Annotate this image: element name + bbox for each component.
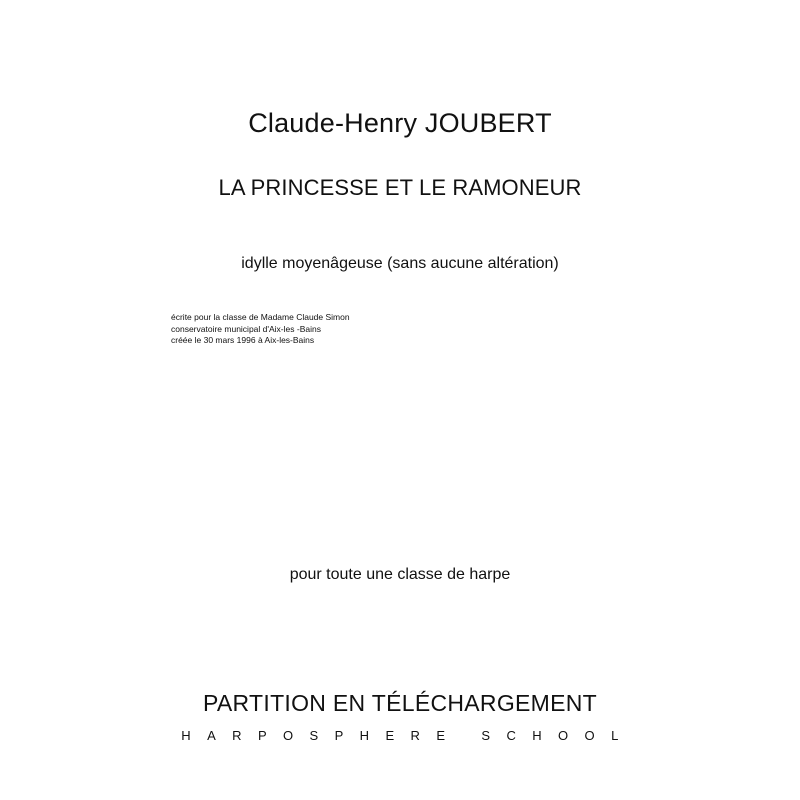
dedication-line: conservatoire municipal d'Aix-les -Bains bbox=[171, 323, 321, 334]
work-subtitle: idylle moyenâgeuse (sans aucune altération) bbox=[241, 255, 559, 272]
publisher-name: HARPOSPHERE SCHOOL bbox=[181, 728, 635, 743]
download-label: PARTITION EN TÉLÉCHARGEMENT bbox=[202, 690, 598, 716]
dedication-block bbox=[171, 312, 350, 347]
work-title: LA PRINCESSE ET LE RAMONEUR bbox=[218, 175, 582, 200]
dedication-line: créée le 30 mars 1996 à Aix-les-Bains bbox=[171, 335, 315, 345]
instrumentation: pour toute une classe de harpe bbox=[289, 566, 511, 583]
dedication-line: écrite pour la classe de Madame Claude Simon bbox=[171, 312, 350, 322]
composer-name: Claude-Henry JOUBERT bbox=[248, 108, 552, 138]
